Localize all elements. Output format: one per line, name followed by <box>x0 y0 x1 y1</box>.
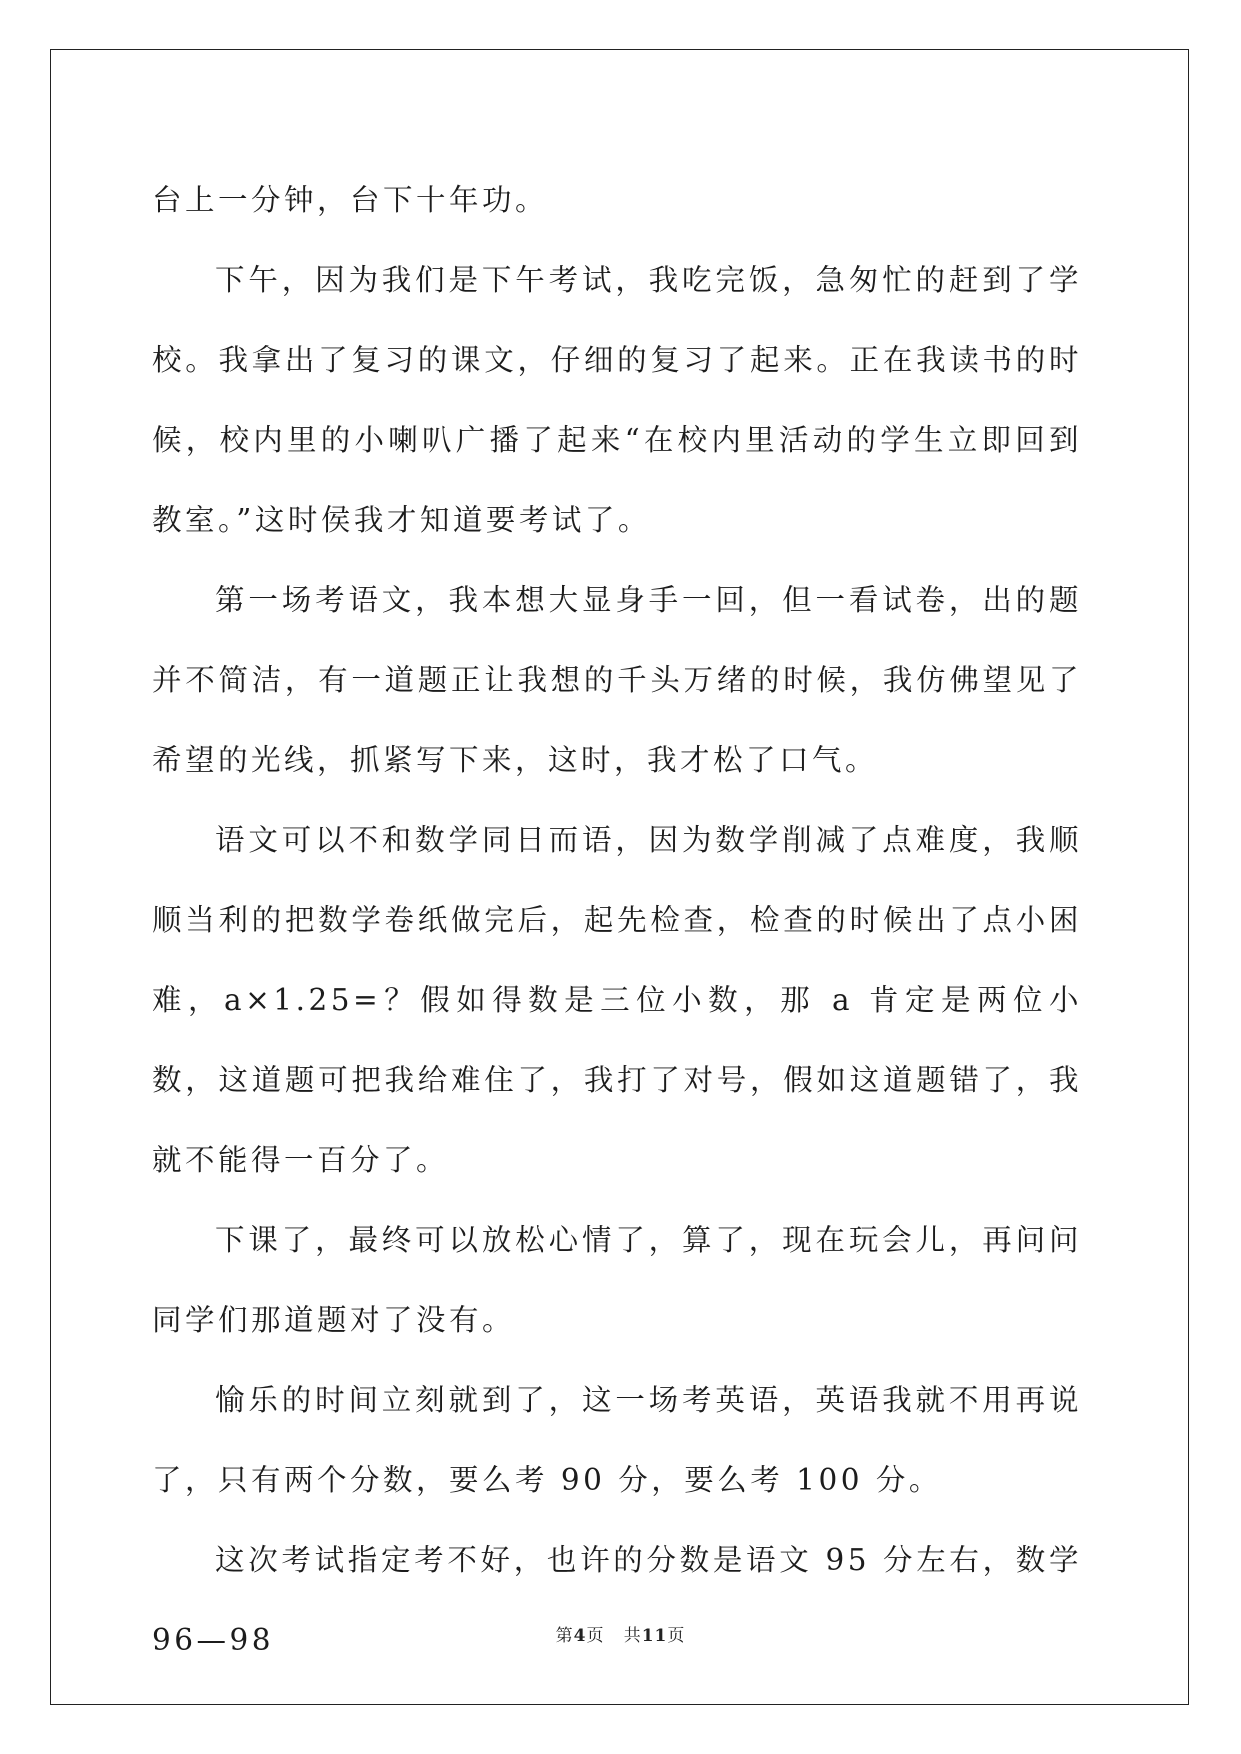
paragraph: 语文可以不和数学同日而语，因为数学削减了点难度，我顺顺当利的把数学卷纸做完后，起先检查，检查的时候出了点小困难，a×1.25=？假如得数是三位小数，那 a 肯定是两位小数，这道题可把我给难住了，我打了对号，假如这道题错了，我就不能得一百分了。 <box>152 823 1082 1177</box>
paragraph: 下课了，最终可以放松心情了，算了，现在玩会儿，再问问同学们那道题对了没有。 <box>152 1223 1082 1337</box>
total-prefix: 共 <box>623 1626 642 1646</box>
page-suffix: 页 <box>586 1626 605 1646</box>
paragraph: 台上一分钟，台下十年功。 <box>152 183 549 217</box>
paragraph: 第一场考语文，我本想大显身手一回，但一看试卷，出的题并不简洁，有一道题正让我想的千头万绪的时候，我仿佛望见了希望的光线，抓紧写下来，这时，我才松了口气。 <box>152 583 1082 777</box>
page-number: 4 <box>573 1626 587 1646</box>
total-pages: 11 <box>641 1626 668 1646</box>
paragraph: 下午，因为我们是下午考试，我吃完饭，急匆忙的赶到了学校。我拿出了复习的课文，仔细的复习了起来。正在我读书的时候，校内里的小喇叭广播了起来“在校内里活动的学生立即回到教室。”这时侯我才知道要考试了。 <box>152 263 1082 537</box>
page-prefix: 第 <box>555 1626 574 1646</box>
paragraph: 这次考试指定考不好，也许的分数是语文 95 分左右，数学 96—98 <box>152 1543 1082 1657</box>
total-suffix: 页 <box>667 1626 686 1646</box>
paragraph: 愉乐的时间立刻就到了，这一场考英语，英语我就不用再说了，只有两个分数，要么考 90 分，要么考 100 分。 <box>152 1383 1082 1497</box>
page-footer <box>0 1621 1241 1646</box>
document-body <box>152 160 1082 1680</box>
